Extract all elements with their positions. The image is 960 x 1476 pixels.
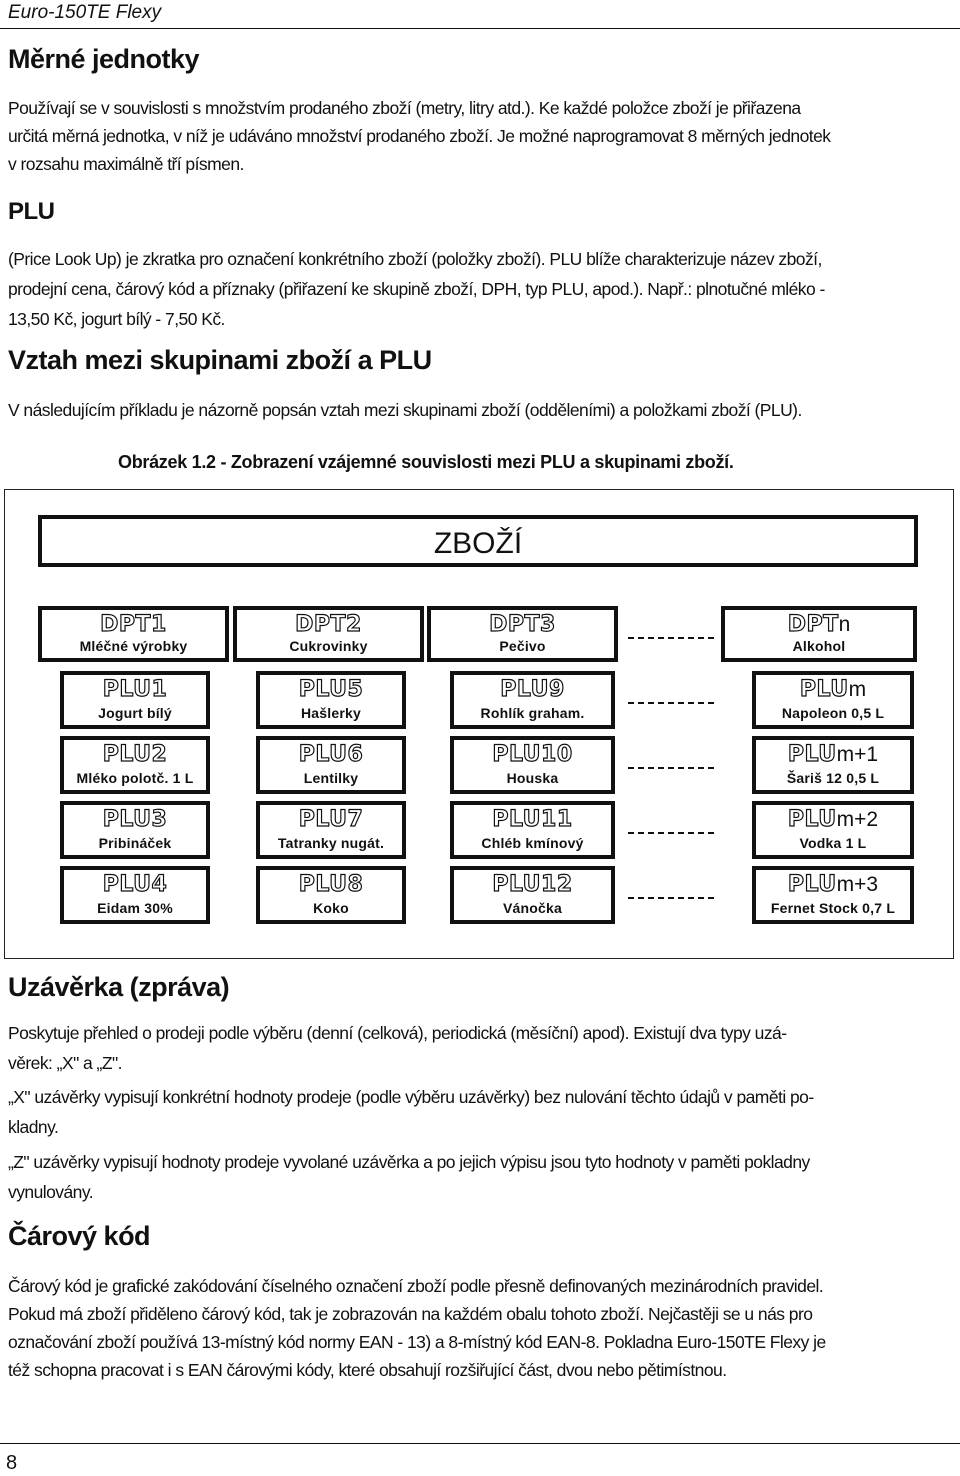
diagram-root-box	[38, 515, 918, 567]
text-line: (Price Look Up) je zkratka pro označení konkrétního zboží (položky zboží). PLU blíže charakterizuje název zboží,	[8, 249, 822, 269]
paragraph-vztah: V následujícím příkladu je názorně popsán vztah mezi skupinami zboží (odděleními) a položkami zboží (PLU).	[8, 400, 802, 420]
department-code: DPT2	[295, 612, 362, 637]
ellipsis-dash	[628, 637, 714, 639]
department-name: Mléčné výrobky	[79, 638, 188, 654]
plu-name: Lentilky	[303, 770, 359, 786]
plu-code: PLU2	[102, 742, 168, 767]
plu-code: PLU12	[492, 872, 573, 897]
footer-rule	[0, 1443, 960, 1444]
text-line: označování zboží používá 13-místný kód normy EAN - 13) a 8-místný kód EAN-8. Pokladna Euro-150TE Flexy je	[8, 1332, 826, 1352]
ellipsis-dash	[628, 767, 714, 769]
plu-code: PLU3	[102, 807, 168, 832]
plu-box	[752, 736, 914, 794]
plu-box	[256, 736, 406, 794]
paragraph-carovy-kod	[8, 1272, 953, 1384]
plu-code: PLU11	[492, 807, 573, 832]
department-code: DPTn	[787, 612, 851, 637]
heading-vztah: Vztah mezi skupinami zboží a PLU	[8, 345, 432, 375]
plu-code: PLUm+3	[787, 872, 879, 897]
plu-name: Rohlík graham.	[480, 705, 585, 721]
running-title: Euro-150TE Flexy	[8, 2, 162, 23]
plu-name: Houska	[506, 770, 559, 786]
plu-name: Chléb kmínový	[481, 835, 584, 851]
plu-box	[752, 801, 914, 859]
plu-code: PLU7	[298, 807, 364, 832]
department-box	[427, 606, 618, 662]
text-line: v rozsahu maximálně tří písmen.	[8, 154, 244, 174]
plu-code: PLUm+1	[787, 742, 879, 767]
text-line: určitá měrná jednotka, v níž je udáváno množství prodaného zboží. Je možné naprogramovat 8 měrných jednotek	[8, 126, 831, 146]
paragraph-uzaverka-x	[8, 1082, 953, 1142]
plu-box	[450, 671, 615, 729]
department-box	[38, 606, 229, 662]
plu-box	[256, 801, 406, 859]
figure-caption: Obrázek 1.2 - Zobrazení vzájemné souvislosti mezi PLU a skupinami zboží.	[118, 452, 734, 472]
text-line: vynulovány.	[8, 1182, 94, 1202]
plu-box	[60, 801, 210, 859]
heading-carovy-kod: Čárový kód	[8, 1221, 151, 1251]
department-name: Alkohol	[792, 638, 846, 654]
text-line: kladny.	[8, 1117, 59, 1137]
plu-name: Koko	[313, 900, 349, 916]
plu-code: PLU10	[492, 742, 573, 767]
paragraph-merne-jednotky	[8, 94, 953, 178]
plu-box	[256, 866, 406, 924]
plu-name: Jogurt bílý	[98, 705, 172, 721]
plu-box	[450, 866, 615, 924]
plu-box	[60, 866, 210, 924]
heading-plu: PLU	[8, 198, 55, 225]
plu-code: PLUm	[799, 677, 867, 702]
heading-merne-jednotky: Měrné jednotky	[8, 44, 200, 74]
plu-box	[256, 671, 406, 729]
paragraph-uzaverka-z	[8, 1147, 953, 1207]
paragraph-uzaverka-1	[8, 1018, 953, 1078]
plu-box	[450, 801, 615, 859]
plu-name: Mléko polotč. 1 L	[76, 770, 194, 786]
ellipsis-dash	[628, 897, 714, 899]
text-line: Pokud má zboží přiděleno čárový kód, tak je zobrazován na každém obalu tohoto zboží. Nejčastěji se u nás pro	[8, 1304, 813, 1324]
department-name: Cukrovinky	[289, 638, 368, 654]
plu-name: Šariš 12 0,5 L	[786, 770, 880, 786]
plu-box	[752, 866, 914, 924]
paragraph-plu	[8, 244, 953, 334]
plu-name: Tatranky nugát.	[277, 835, 385, 851]
text-line: prodejní cena, čárový kód a příznaky (přiřazení ke skupině zboží, DPH, typ PLU, apod.). Např.: plnotučné mléko -	[8, 279, 825, 299]
text-line: věrek: „X" a „Z".	[8, 1053, 122, 1073]
plu-name: Vodka 1 L	[799, 835, 867, 851]
plu-box	[450, 736, 615, 794]
text-line: Čárový kód je grafické zakódování číselného označení zboží podle přesně definovaných mezinárodních pravidel.	[8, 1276, 824, 1296]
heading-uzaverka: Uzávěrka (zpráva)	[8, 972, 230, 1002]
department-code: DPT3	[489, 612, 556, 637]
text-line: Používají se v souvislosti s množstvím prodaného zboží (metry, litry atd.). Ke každé položce zboží je přiřazena	[8, 98, 801, 118]
plu-box	[60, 736, 210, 794]
plu-code: PLU6	[298, 742, 364, 767]
plu-code: PLU8	[298, 872, 364, 897]
text-line: „X" uzávěrky vypisují konkrétní hodnoty prodeje (podle výběru uzávěrky) bez nulování těchto údajů v paměti po-	[8, 1087, 814, 1107]
department-name: Pečivo	[499, 638, 546, 654]
text-line: „Z" uzávěrky vypisují hodnoty prodeje vyvolané uzávěrka a po jejich výpisu jsou tyto hodnoty v paměti pokladny	[8, 1152, 810, 1172]
plu-code: PLU9	[500, 677, 565, 702]
header-rule	[0, 28, 960, 29]
text-line: 13,50 Kč, jogurt bílý - 7,50 Kč.	[8, 309, 225, 329]
page-number: 8	[6, 1452, 18, 1474]
ellipsis-dash	[628, 702, 714, 704]
plu-name: Napoleon 0,5 L	[781, 705, 885, 721]
plu-name: Eidam 30%	[97, 900, 173, 916]
plu-name: Hašlerky	[301, 705, 361, 721]
plu-box	[60, 671, 210, 729]
plu-name: Fernet Stock 0,7 L	[770, 900, 896, 916]
ellipsis-dash	[628, 832, 714, 834]
diagram-root-label: ZBOŽÍ	[433, 527, 523, 560]
department-box	[233, 606, 424, 662]
plu-code: PLU5	[298, 677, 364, 702]
plu-name: Vánočka	[503, 900, 562, 916]
department-code: DPT1	[100, 612, 167, 637]
plu-box	[752, 671, 914, 729]
department-box	[721, 606, 917, 662]
plu-code: PLUm+2	[787, 807, 879, 832]
plu-code: PLU4	[102, 872, 168, 897]
plu-name: Pribináček	[98, 835, 172, 851]
plu-code: PLU1	[102, 677, 168, 702]
text-line: též schopna pracovat i s EAN čárovými kódy, které obsahují rozšiřující část, dvou nebo pětimístnou.	[8, 1360, 727, 1380]
text-line: Poskytuje přehled o prodeji podle výběru (denní (celková), periodická (měsíční) apod). Existují dva typy uzá-	[8, 1023, 787, 1043]
